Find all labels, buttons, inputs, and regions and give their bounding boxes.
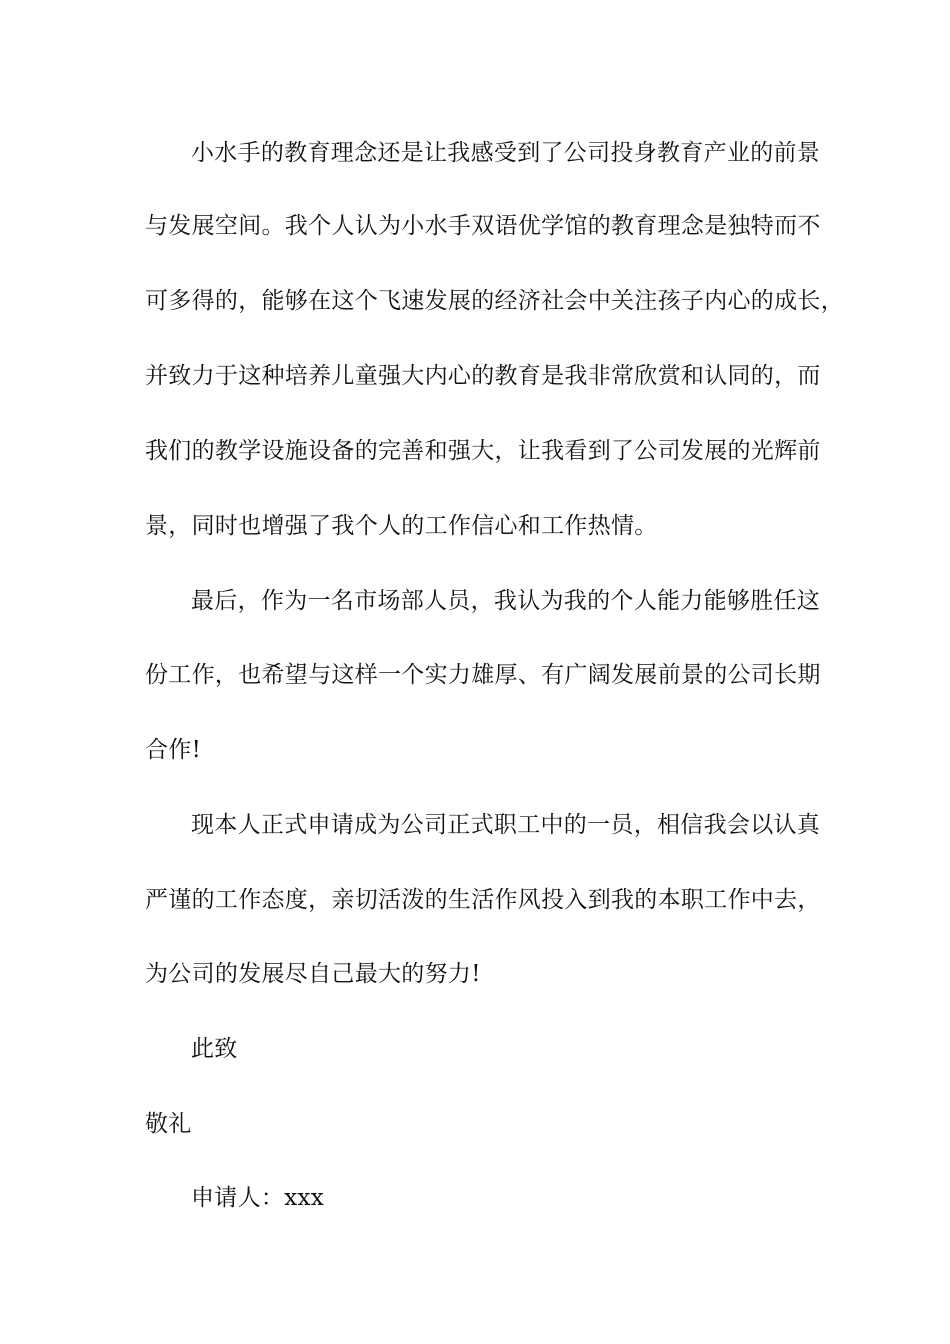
paragraph-2-line-2: 份工作，也希望与这样一个实力雄厚、有广阔发展前景的公司长期 — [145, 662, 821, 688]
paragraph-1-line-3: 可多得的，能够在这个飞速发展的经济社会中关注孩子内心的成长， — [145, 288, 844, 314]
paragraph-2-line-1: 最后，作为一名市场部人员，我认为我的个人能力能够胜任这 — [191, 588, 821, 614]
paragraph-3-line-3: 为公司的发展尽自己最大的努力! — [145, 961, 481, 987]
paragraph-1-line-1: 小水手的教育理念还是让我感受到了公司投身教育产业的前景 — [191, 140, 821, 166]
paragraph-3-line-1: 现本人正式申请成为公司正式职工中的一员，相信我会以认真 — [191, 812, 821, 838]
closing-salutation: 此致 — [191, 1036, 238, 1062]
paragraph-1-line-4: 并致力于这种培养儿童强大内心的教育是我非常欣赏和认同的，而 — [145, 363, 821, 389]
paragraph-2-line-3: 合作! — [145, 737, 202, 763]
paragraph-1-line-6: 景，同时也增强了我个人的工作信心和工作热情。 — [145, 513, 658, 539]
paragraph-1-line-5: 我们的教学设施设备的完善和强大，让我看到了公司发展的光辉前 — [145, 438, 821, 464]
paragraph-3-line-2: 严谨的工作态度，亲切活泼的生活作风投入到我的本职工作中去， — [145, 887, 821, 913]
closing-regards: 敬礼 — [145, 1111, 192, 1137]
paragraph-1-line-2: 与发展空间。我个人认为小水手双语优学馆的教育理念是独特而不 — [145, 213, 821, 239]
applicant-signature: 申请人：xxx — [191, 1185, 325, 1211]
